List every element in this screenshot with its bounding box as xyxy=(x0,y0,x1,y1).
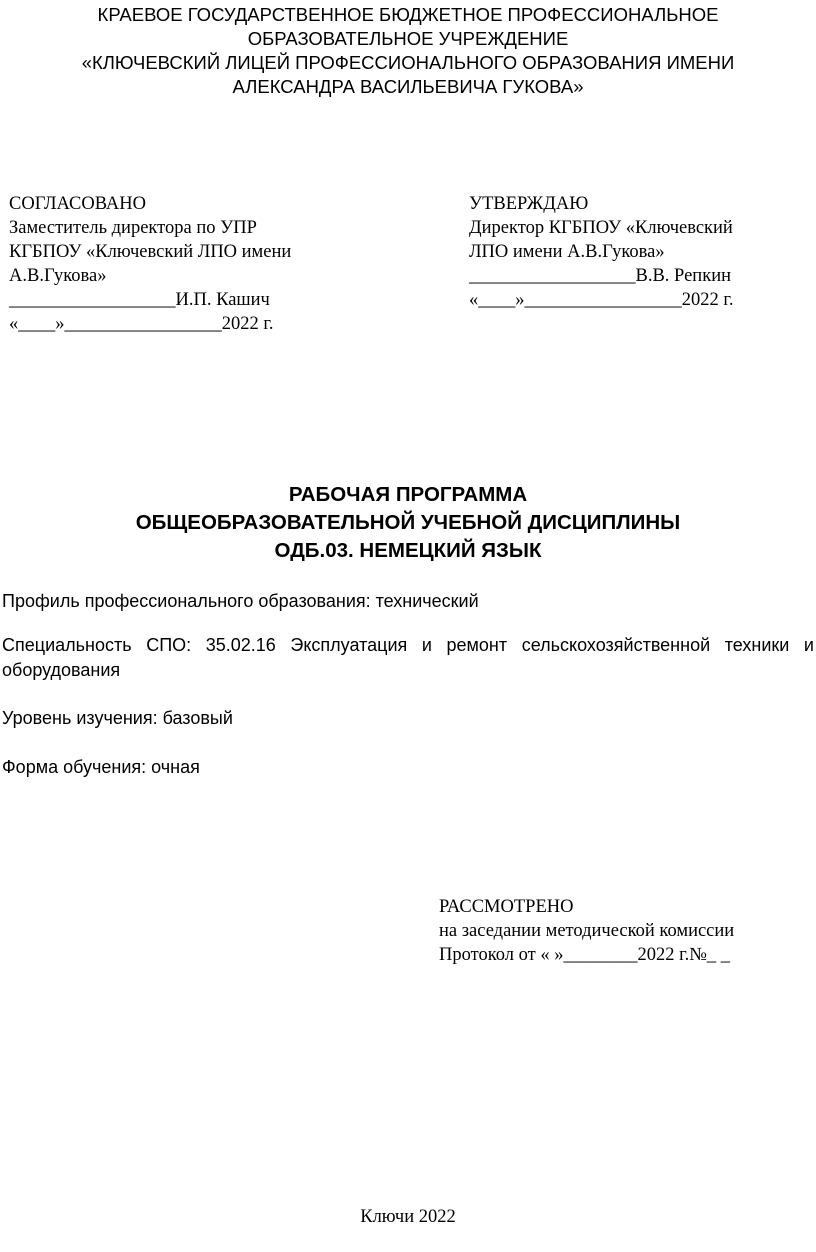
header-line: «КЛЮЧЕВСКИЙ ЛИЦЕЙ ПРОФЕССИОНАЛЬНОГО ОБРАЗОВАНИЯ ИМЕНИ xyxy=(81,52,735,73)
title-line: РАБОЧАЯ ПРОГРАММА xyxy=(288,483,528,506)
approval-line: Заместитель директора по УПР xyxy=(9,218,257,238)
approval-heading: УТВЕРЖДАЮ xyxy=(469,194,589,214)
document-title xyxy=(0,481,816,565)
institution-header xyxy=(0,3,816,99)
specialty-text: Специальность СПО: 35.02.16 Эксплуатация и ремонт сельскохозяйственной техники и оборудования xyxy=(2,635,814,680)
review-protocol-line: Протокол от « »________2022 г.№_ _ xyxy=(439,945,730,965)
header-line: ОБРАЗОВАТЕЛЬНОЕ УЧРЕЖДЕНИЕ xyxy=(247,28,569,49)
approval-line: КГБПОУ «Ключевский ЛПО имени xyxy=(9,242,292,262)
signature-line: __________________В.В. Репкин xyxy=(469,266,731,286)
signature-line: __________________И.П. Кашич xyxy=(9,290,270,310)
date-line: «____»_________________2022 г. xyxy=(9,314,274,334)
header-line: КРАЕВОЕ ГОСУДАРСТВЕННОЕ БЮДЖЕТНОЕ ПРОФЕССИОНАЛЬНОЕ xyxy=(97,4,719,25)
footer-place-year: Ключи 2022 xyxy=(360,1207,456,1227)
approval-line: Директор КГБПОУ «Ключевский xyxy=(469,218,733,238)
approval-agreed-block xyxy=(9,192,319,336)
level-text: Уровень изучения: базовый xyxy=(2,708,233,728)
review-line: на заседании методической комиссии xyxy=(439,921,735,941)
approval-approve-block xyxy=(469,192,799,312)
approval-line: ЛПО имени А.В.Гукова» xyxy=(469,242,665,262)
title-line: ОДБ.03. НЕМЕЦКИЙ ЯЗЫК xyxy=(274,539,542,562)
title-line: ОБЩЕОБРАЗОВАТЕЛЬНОЙ УЧЕБНОЙ ДИСЦИПЛИНЫ xyxy=(135,511,681,534)
date-line: «____»_________________2022 г. xyxy=(469,290,734,310)
header-line: АЛЕКСАНДРА ВАСИЛЬЕВИЧА ГУКОВА» xyxy=(232,76,584,97)
profile-text: Профиль профессионального образования: технический xyxy=(2,591,479,611)
approval-heading: СОГЛАСОВАНО xyxy=(9,194,146,214)
review-block xyxy=(439,895,809,967)
review-heading: РАССМОТРЕНО xyxy=(439,897,574,917)
approval-line: А.В.Гукова» xyxy=(9,266,107,286)
form-text: Форма обучения: очная xyxy=(2,757,200,777)
